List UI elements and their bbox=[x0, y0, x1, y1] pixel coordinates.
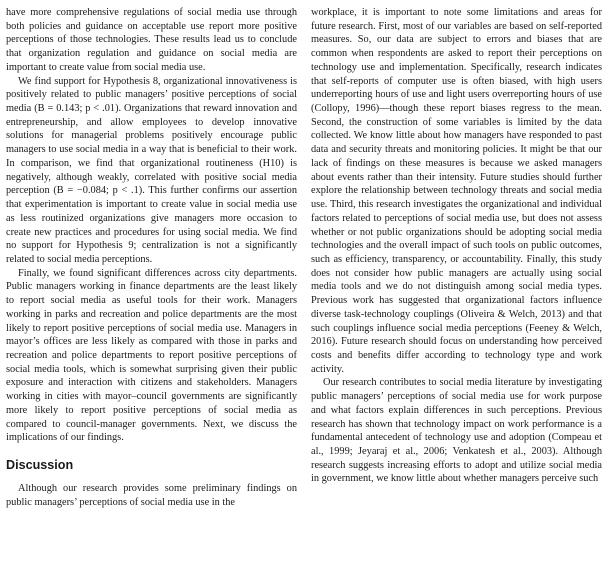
paragraph-city-departments: Finally, we found significant differences across city departments. Public managers working in finance departments are the least likely to report social media as useful tools for their work. Managers working in parks and recreation and police departments are the most likely to report positive perceptions of social media use. Managers in mayor’s offices are less likely as compared with those in parks and recreation and police departments to report positive perceptions of social media tools, which is somewhat surprising given their public exposure and interaction with citizens and stakeholders. Managers working in cities with mayor–council governments are significantly more likely to report positive perceptions of social media as compared to council-manager governments. Next, we discuss the implications of our findings. bbox=[6, 267, 297, 444]
right-column bbox=[311, 6, 602, 571]
paragraph-limitations: workplace, it is important to note some limitations and areas for future research. First, most of our variables are based on self-reported measures. So, our data are subject to errors and biases that are common when respondents are asked to report their perceptions on technology use and implementation. Specifically, research indicates that self-reports of computer use is often biased, with high users underreporting hours of use and light users overreporting hours of use (Collopy, 1996)—though these report biases regress to the mean. Second, the construction of some variables is limited by the data collected. We know little about how managers have responded to past data and security threats and monitoring policies. It might be that our lack of findings on these measures is because we asked managers about events rather than their intensity. Future studies should further explore the relationship between technology threats and social media use. Third, this research investigates the organizational and individual factors related to perceptions of social media use, but does not assess whether or not public organizations should be adopting social media technologies and the overall impact of such tools on public outcomes, such as efficiency, transparency, or accountability. Finally, this study does not consider how public managers are actually using social media tools and we do not distinguish among social media types. Previous work has suggested that organizational factors influence diverse task-technology couplings (Oliveira & Welch, 2013) and that such couplings influence social media perceptions (Feeney & Welch, 2016). Future research should focus on understanding how perceived costs and benefits differ according to technology type and work activity. bbox=[311, 7, 602, 375]
section-heading-discussion: Discussion bbox=[6, 458, 74, 472]
paragraph-contributions: Our research contributes to social media literature by investigating public managers’ perceptions of social media use for work purpose and what factors explain differences in such perceptions. Previous research has shown that technology impact on work performance is a fundamental antecedent of technology use and adoption (Compeau et al., 1999; Jeyaraj et al., 2006; Venkatesh et al., 2003). Although research suggests increasing efforts to adopt and utilize social media in government, we know little about whether managers perceive such bbox=[311, 377, 602, 485]
left-column bbox=[6, 6, 297, 571]
paragraph-discussion-intro: Although our research provides some preliminary findings on public managers’ perceptions of social media use in the bbox=[6, 483, 297, 508]
paragraph-regulation: have more comprehensive regulations of social media use through both policies and guidance on acceptable use report more positive perceptions of those technologies. These results lead us to conclude that organization regulation and guidance on social media are important to create value from social media use. bbox=[6, 7, 297, 73]
paragraph-hypothesis-8: We find support for Hypothesis 8, organizational innovativeness is positively related to public managers’ positive perceptions of social media (B = 0.143; p < .01). Organizations that reward innovation and entrepreneurship, and allow employees to develop innovative solutions for managerial problems positively encourage public managers to use social media in a way that is beneficial to their work. In comparison, we find that organizational routineness (H10) is negatively, although weakly, correlated with positive social media perception (B = −0.084; p < .1). This further confirms our assertion that experimentation is important to create value in social media use as less routinized organizations give managers more occasion to create new practices and procedures for using social media. We find no support for Hypothesis 9; centralization is not a significantly related to social media perceptions. bbox=[6, 75, 297, 265]
